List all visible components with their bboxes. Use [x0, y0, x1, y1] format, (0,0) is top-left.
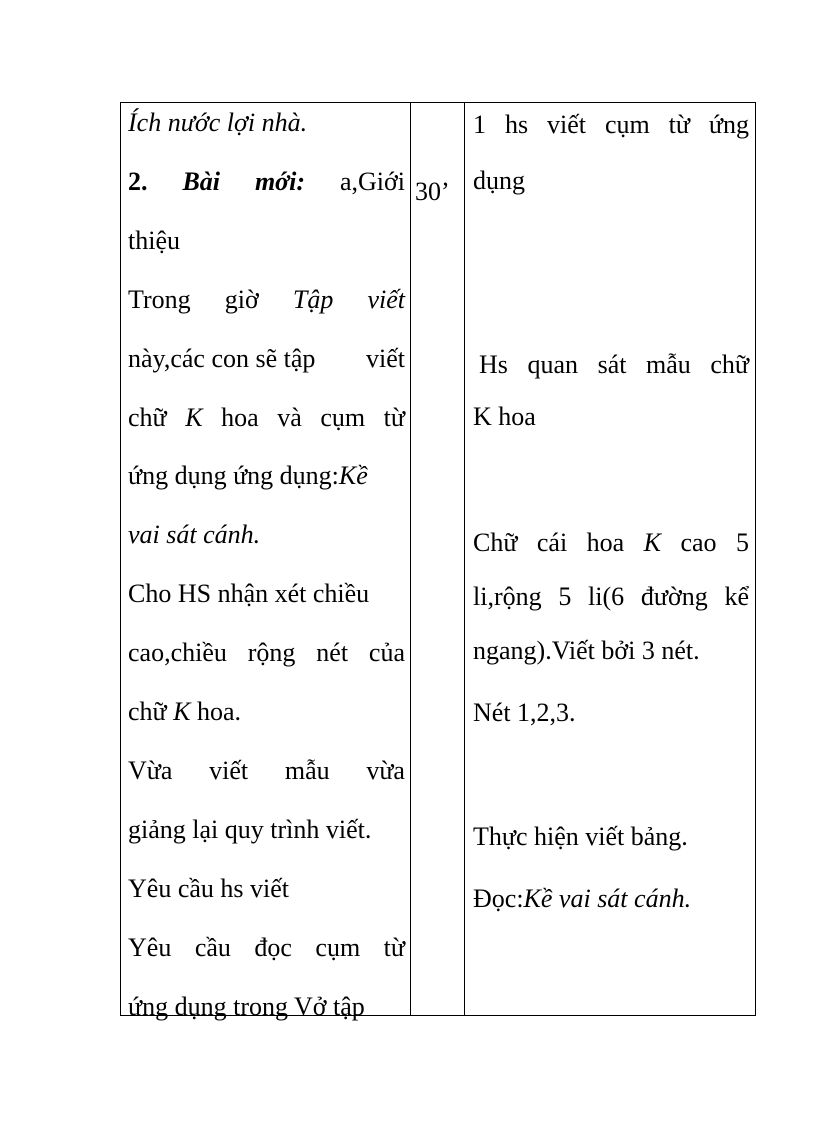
word: từ [668, 110, 690, 139]
word: hoa [586, 528, 625, 557]
text-line [128, 756, 405, 786]
text-line [473, 884, 691, 914]
word: vừa [366, 755, 405, 785]
word: hoa. [190, 697, 242, 726]
word: K hoa [473, 402, 536, 431]
text-line [128, 167, 405, 197]
word: chữ [128, 697, 174, 726]
word: Nét 1,2,3. [473, 698, 576, 727]
word: giờ [224, 284, 259, 314]
text-line [473, 402, 536, 432]
word: giảng lại quy trình viết. [128, 814, 372, 844]
word: ứng [708, 110, 749, 139]
text-line [128, 226, 180, 256]
word: mẫu [646, 350, 691, 379]
word: cụm [320, 402, 366, 432]
word: thiệu [128, 225, 180, 255]
word: a,Giới [339, 166, 405, 196]
word: Yêu [128, 932, 172, 962]
text-line [473, 636, 700, 666]
word: Hs [479, 350, 508, 379]
word: Chữ [473, 528, 518, 557]
text-line [473, 698, 576, 728]
word: Yêu cầu hs viết [128, 873, 290, 903]
word: mới: [254, 166, 306, 196]
word: dụng [473, 166, 525, 195]
word: viết [547, 110, 586, 139]
word: này,các con sẽ tập [128, 343, 316, 373]
text-line [128, 638, 405, 668]
column-divider-left [410, 103, 411, 1015]
word: rộng [247, 638, 296, 668]
word: cầu [194, 932, 231, 962]
word: Ích nước lợi nhà. [128, 108, 308, 137]
word: Trong [128, 284, 191, 314]
word: quan [527, 350, 579, 379]
word: từ [383, 932, 405, 962]
word: vai sát cánh. [128, 520, 261, 550]
word: Kề vai sát cánh. [523, 884, 692, 913]
text-line [128, 403, 405, 433]
word: đọc [254, 932, 292, 962]
text-line [128, 520, 260, 550]
word: Cho HS nhận xét chiều [128, 579, 370, 609]
word: hs [504, 110, 529, 139]
word: K [185, 402, 203, 432]
word: 1 [473, 110, 486, 139]
word: chữ [710, 350, 749, 379]
word: Tập [292, 284, 334, 314]
text-line [128, 461, 368, 491]
text-line [128, 108, 307, 138]
word: Thực hiện viết bảng. [473, 822, 688, 851]
text-line [473, 166, 525, 196]
word: viết [367, 284, 405, 314]
word: cái [536, 528, 568, 557]
word: Bài [182, 166, 221, 196]
word: 2. [128, 166, 148, 196]
word: viết [209, 755, 249, 785]
word: 5 [736, 528, 749, 557]
text-line [473, 582, 749, 612]
word: mẫu [284, 755, 330, 785]
word: Đọc: [473, 884, 524, 913]
word: 5 [558, 582, 572, 611]
word: và [277, 402, 302, 432]
word: cụm [315, 932, 361, 962]
word: K [643, 528, 661, 557]
word: chữ [128, 402, 167, 432]
word: đường [640, 582, 708, 611]
column-divider-right [464, 103, 465, 1015]
text-line [128, 344, 405, 374]
word: ứng dụng ứng dụng: [128, 461, 339, 491]
word: hoa [221, 402, 259, 432]
text-line [473, 528, 749, 558]
word: K [173, 697, 191, 726]
text-line [128, 697, 241, 727]
text-line [128, 579, 369, 609]
word: từ [383, 402, 405, 432]
text-line [473, 110, 749, 140]
text-line [128, 874, 289, 904]
word: của [368, 638, 405, 668]
word: Kề [338, 461, 368, 491]
text-line [473, 822, 688, 852]
text-line [479, 350, 749, 380]
word: cao,chiều [128, 638, 227, 668]
word: viết [366, 343, 405, 373]
word: ngang).Viết bởi 3 nét. [473, 636, 700, 665]
text-line [128, 815, 371, 845]
word: cụm [604, 110, 650, 139]
word: li,rộng [473, 582, 542, 611]
text-line [128, 992, 365, 1022]
time-cell: 30’ [415, 177, 450, 206]
text-line [128, 933, 405, 963]
word: Vừa [128, 755, 173, 785]
word: li(6 [588, 582, 625, 611]
word: cao [680, 528, 717, 557]
word: sát [597, 350, 627, 379]
word: nét [316, 638, 349, 668]
word: ứng dụng trong Vở tập [128, 991, 365, 1021]
text-line [128, 285, 405, 315]
word: kể [724, 582, 749, 611]
